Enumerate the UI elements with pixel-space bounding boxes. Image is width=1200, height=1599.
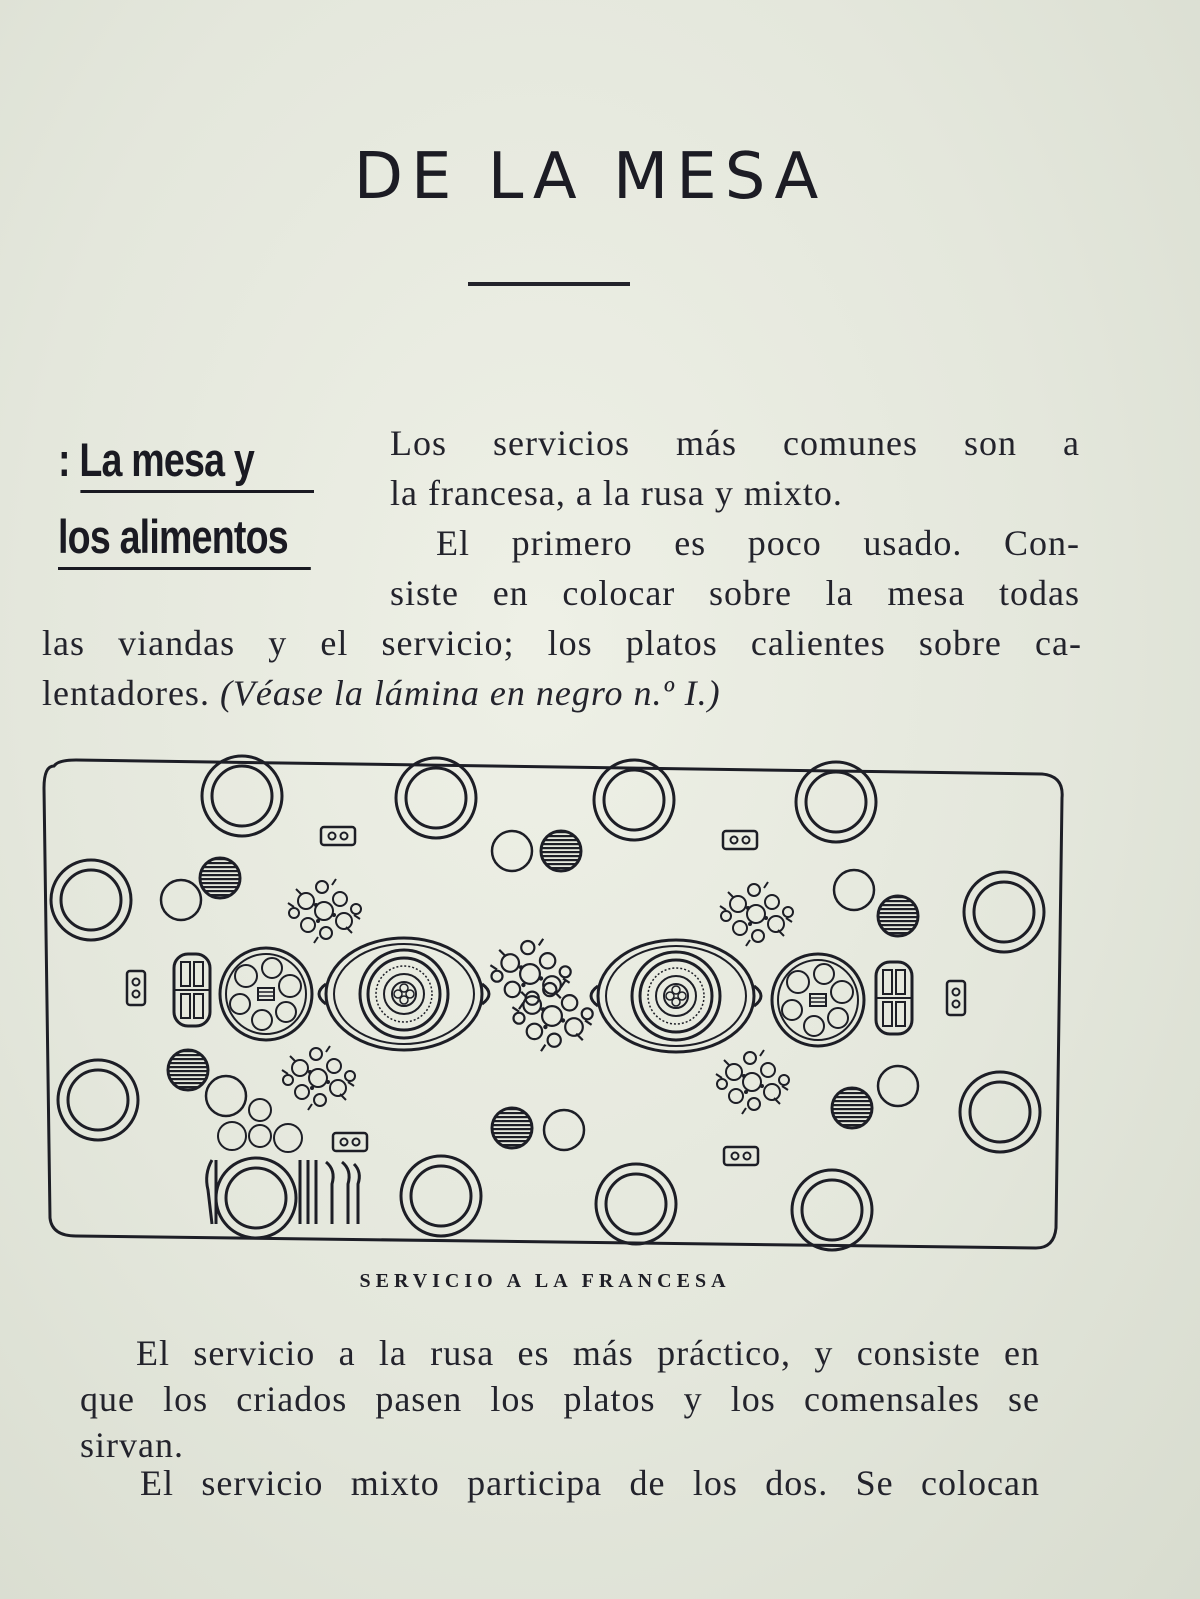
- paragraph-4: [80, 1460, 1040, 1506]
- paragraph-1-line-2: la francesa, a la rusa y mixto.: [390, 473, 843, 513]
- figure-caption: SERVICIO A LA FRANCESA: [359, 1270, 731, 1292]
- chapter-title: DE LA MESA: [353, 140, 827, 214]
- paragraph-3: [80, 1330, 1040, 1468]
- paragraph-1: [390, 418, 1080, 618]
- plate-reference: (Véase la lámina en negro n.º I.): [219, 673, 721, 713]
- side-heading-line-2: los alimentos: [58, 513, 290, 570]
- paragraph-2: [42, 618, 1082, 718]
- paragraph-1-line-3: El primero es poco usado. Con-: [436, 523, 1080, 563]
- paragraph-3-line-3: sirvan.: [80, 1425, 184, 1465]
- title-rule: [468, 282, 630, 286]
- paragraph-3-line-2: que los criados pasen los platos y los comensales se: [80, 1379, 1040, 1419]
- paragraph-1-line-1: Los servicios más comunes son a: [390, 423, 1080, 463]
- paragraph-1-line-4: siste en colocar sobre la mesa todas: [390, 573, 1080, 613]
- table-setting-illustration: [36, 748, 1096, 1288]
- paragraph-2-line-2: [42, 668, 1082, 718]
- paragraph-2-line-1: las viandas y el servicio; los platos calientes sobre ca-: [42, 623, 1082, 663]
- paragraph-4-line-1: El servicio mixto participa de los dos. Se colocan: [140, 1463, 1040, 1503]
- paragraph-2-line-2-text: lentadores.: [42, 673, 210, 713]
- side-heading: [58, 433, 290, 590]
- side-heading-line-1: : La mesa y: [58, 436, 290, 493]
- paragraph-3-line-1: El servicio a la rusa es más práctico, y consiste en: [136, 1333, 1040, 1373]
